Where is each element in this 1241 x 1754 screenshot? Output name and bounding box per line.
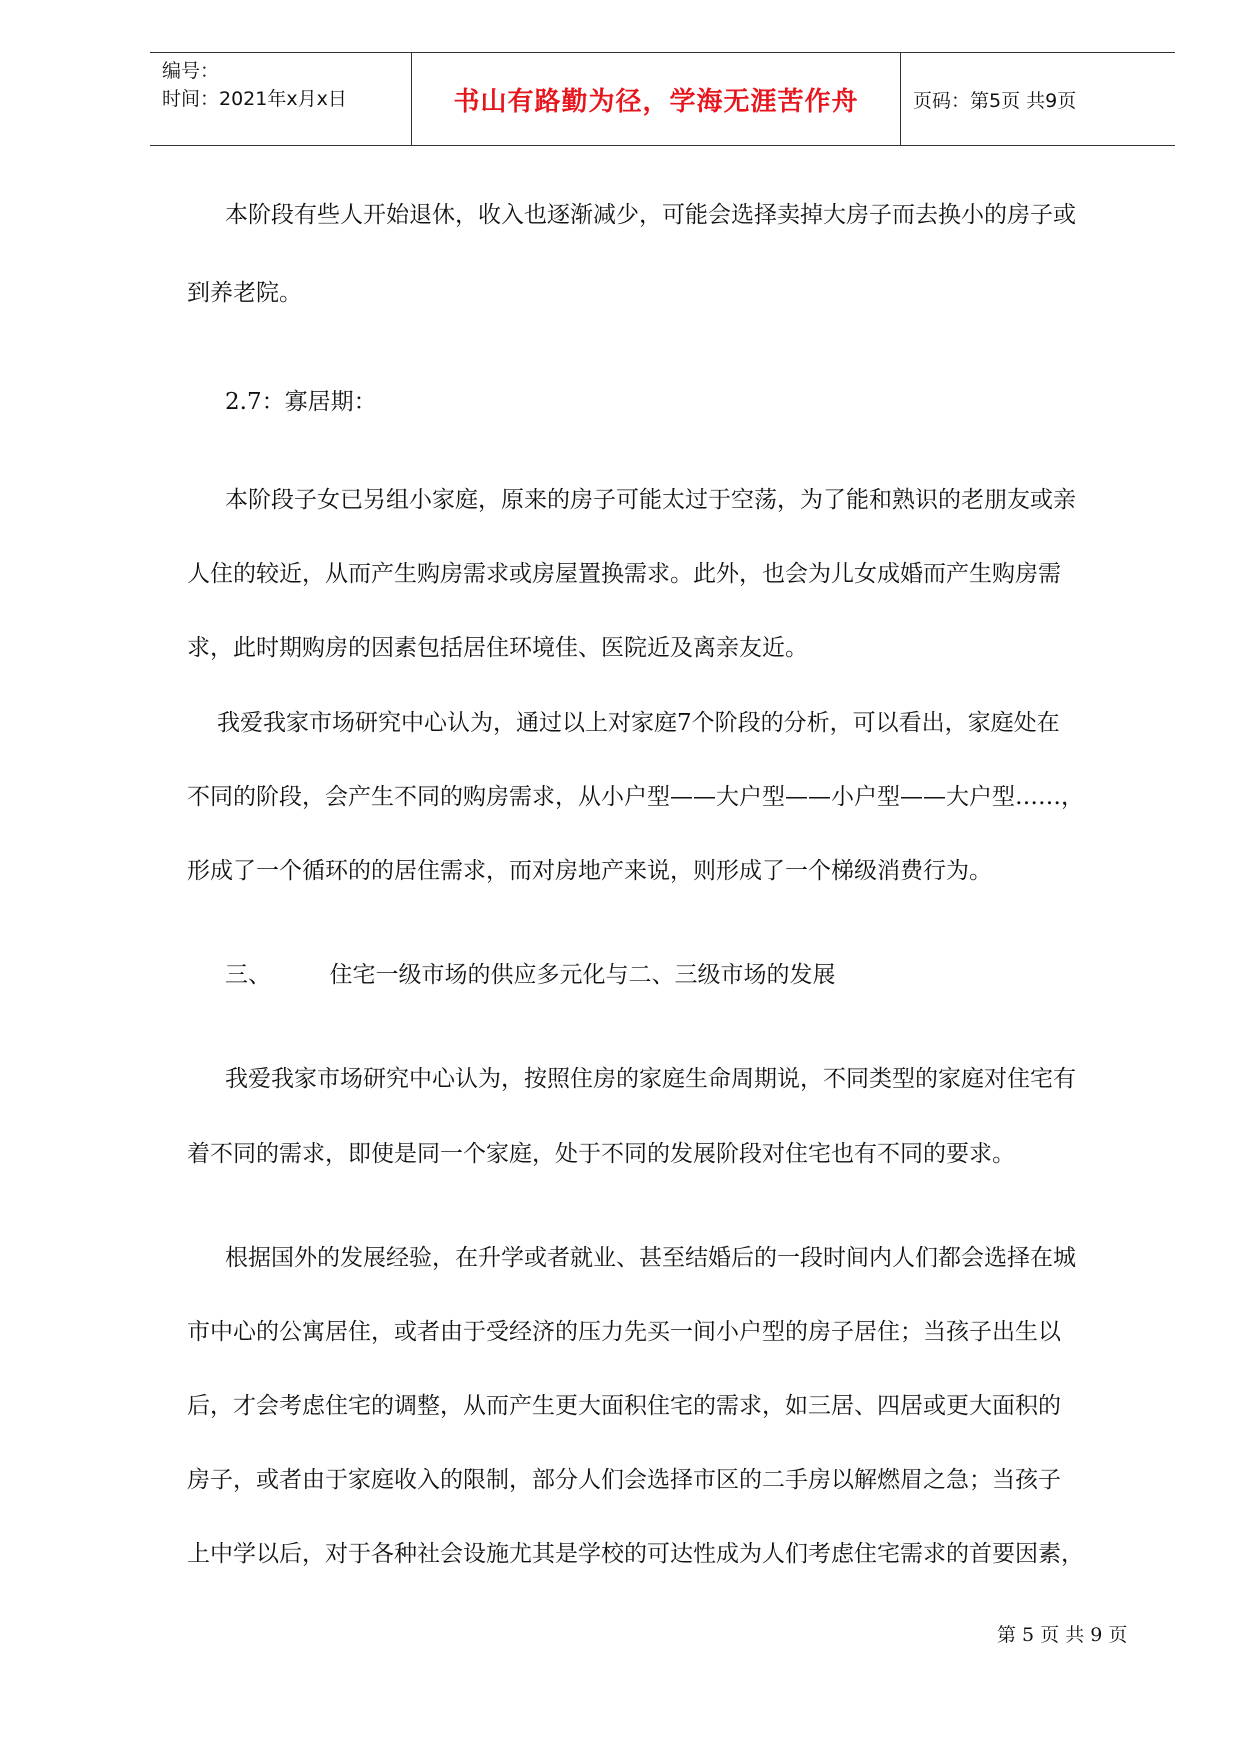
body-line: 本阶段有些人开始退休，收入也逐渐减少，可能会选择卖掉大房子而去换小的房子或 [225, 202, 1076, 228]
body-line: 到养老院。 [187, 280, 302, 306]
body-line: 市中心的公寓居住，或者由于受经济的压力先买一间小户型的房子居住；当孩子出生以 [187, 1319, 1061, 1345]
body-line: 人住的较近，从而产生购房需求或房屋置换需求。此外，也会为儿女成婚而产生购房需 [187, 561, 1061, 587]
body-line: 不同的阶段，会产生不同的购房需求，从小户型——大户型——小户型——大户型……， [187, 784, 1084, 810]
body-line: 后，才会考虑住宅的调整，从而产生更大面积住宅的需求，如三居、四居或更大面积的 [187, 1393, 1061, 1419]
chapter-heading: 三、 住宅一级市场的供应多元化与二、三级市场的发展 [225, 962, 836, 988]
body-line: 形成了一个循环的的居住需求，而对房地产来说，则形成了一个梯级消费行为。 [187, 858, 992, 884]
body-line: 根据国外的发展经验，在升学或者就业、甚至结婚后的一段时间内人们都会选择在城 [225, 1245, 1076, 1271]
body-line: 我爱我家市场研究中心认为，按照住房的家庭生命周期说，不同类型的家庭对住宅有 [225, 1066, 1076, 1092]
document-number-label: 编号： [162, 60, 220, 82]
section-heading: 2.7：寡居期： [225, 389, 377, 415]
header-page-cell [901, 53, 1175, 145]
body-line: 房子，或者由于家庭收入的限制，部分人们会选择市区的二手房以解燃眉之急；当孩子 [187, 1467, 1061, 1493]
body-line: 本阶段子女已另组小家庭，原来的房子可能太过于空荡，为了能和熟识的老朋友或亲 [225, 487, 1076, 513]
header-motto: 书山有路勤为径，学海无涯苦作舟 [453, 86, 859, 117]
body-line: 上中学以后，对于各种社会设施尤其是学校的可达性成为人们考虑住宅需求的首要因素， [187, 1541, 1084, 1567]
page-header [150, 52, 1175, 146]
header-left-cell [150, 53, 411, 145]
body-line: 求，此时期购房的因素包括居住环境佳、医院近及离亲友近。 [187, 635, 808, 661]
header-motto-cell [411, 53, 901, 145]
body-line: 我爱我家市场研究中心认为，通过以上对家庭7个阶段的分析，可以看出，家庭处在 [217, 710, 1060, 736]
page-footer: 第 5 页 共 9 页 [997, 1624, 1128, 1646]
document-date-label: 时间：2021年x月x日 [162, 88, 347, 110]
header-page-number: 页码：第5页 共9页 [913, 89, 1077, 112]
body-line: 着不同的需求，即使是同一个家庭，处于不同的发展阶段对住宅也有不同的要求。 [187, 1141, 1015, 1167]
